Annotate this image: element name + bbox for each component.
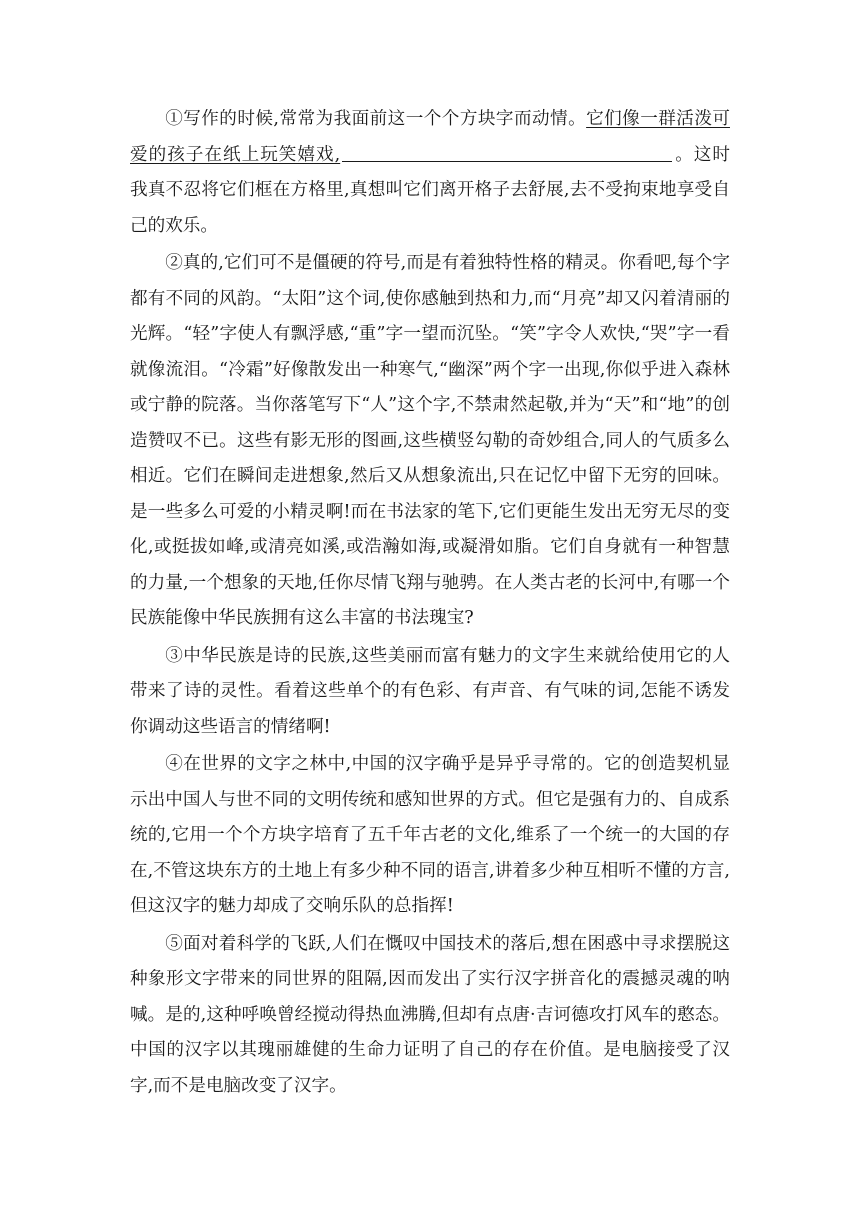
fill-in-blank[interactable] xyxy=(342,143,672,162)
underlined-sentence: 它们像一群活泼可爱的孩子在纸上玩笑嬉戏, xyxy=(130,109,730,165)
paragraph-4: ④在世界的文字之林中,中国的汉字确乎是异乎寻常的。它的创造契机显示出中国人与世不同的文明传统和感知世界的方式。但它是强有力的、自成系统的,它用一个个方块字培育了五千年古老的文化,维系了一个统一的大国的存在,不管这块东方的土地上有多少种不同的语言,讲着多少种互相听不懂的方言,但这汉字的魅力却成了交响乐队的总指挥! xyxy=(130,754,730,916)
paragraph-1 xyxy=(130,102,730,244)
paragraph-5: ⑤面对着科学的飞跃,人们在慨叹中国技术的落后,想在困惑中寻求摆脱这种象形文字带来的同世界的阻隔,因而发出了实行汉字拼音化的震撼灵魂的呐喊。是的,这种呼唤曾经搅动得热血沸腾,但却有点唐·吉诃德攻打风车的憨态。中国的汉字以其瑰丽雄健的生命力证明了自己的存在价值。是电脑接受了汉字,而不是电脑改变了汉字。 xyxy=(130,933,730,1096)
paragraph-1-lead: ①写作的时候,常常为我面前这一个个方块字而动情。 xyxy=(165,109,587,129)
paragraph-3: ③中华民族是诗的民族,这些美丽而富有魅力的文字生来就给使用它的人带来了诗的灵性。看着这些单个的有色彩、有声音、有气味的词,怎能不诱发你调动这些语言的情绪啊! xyxy=(130,645,730,737)
paragraph-1-tail: 。这时我真不忍将它们框在方格里,真想叫它们离开格子去舒展,去不受拘束地享受自己的欢乐。 xyxy=(130,144,730,236)
essay-body xyxy=(130,102,730,1106)
paragraph-2: ②真的,它们可不是僵硬的符号,而是有着独特性格的精灵。你看吧,每个字都有不同的风韵。“太阳”这个词,使你感触到热和力,而“月亮”却又闪着清丽的光辉。“轻”字使人有飘浮感,“重”字一望而沉坠。“笑”字令人欢快,“哭”字一看就像流泪。“冷霜”好像散发出一种寒气,“幽深”两个字一出现,你似乎进入森林或宁静的院落。当你落笔写下“人”这个字,不禁肃然起敬,并为“天”和“地”的创造赞叹不已。这些有影无形的图画,这些横竖勾勒的奇妙组合,同人的气质多么相近。它们在瞬间走进想象,然后又从想象流出,只在记忆中留下无穷的回味。是一些多么可爱的小精灵啊!而在书法家的笔下,它们更能生发出无穷无尽的变化,或挺拔如峰,或清亮如溪,或浩瀚如海,或凝滑如脂。它们自身就有一种智慧的力量,一个想象的天地,任你尽情飞翔与驰骋。在人类古老的长河中,有哪一个民族能像中华民族拥有这么丰富的书法瑰宝? xyxy=(130,253,730,628)
